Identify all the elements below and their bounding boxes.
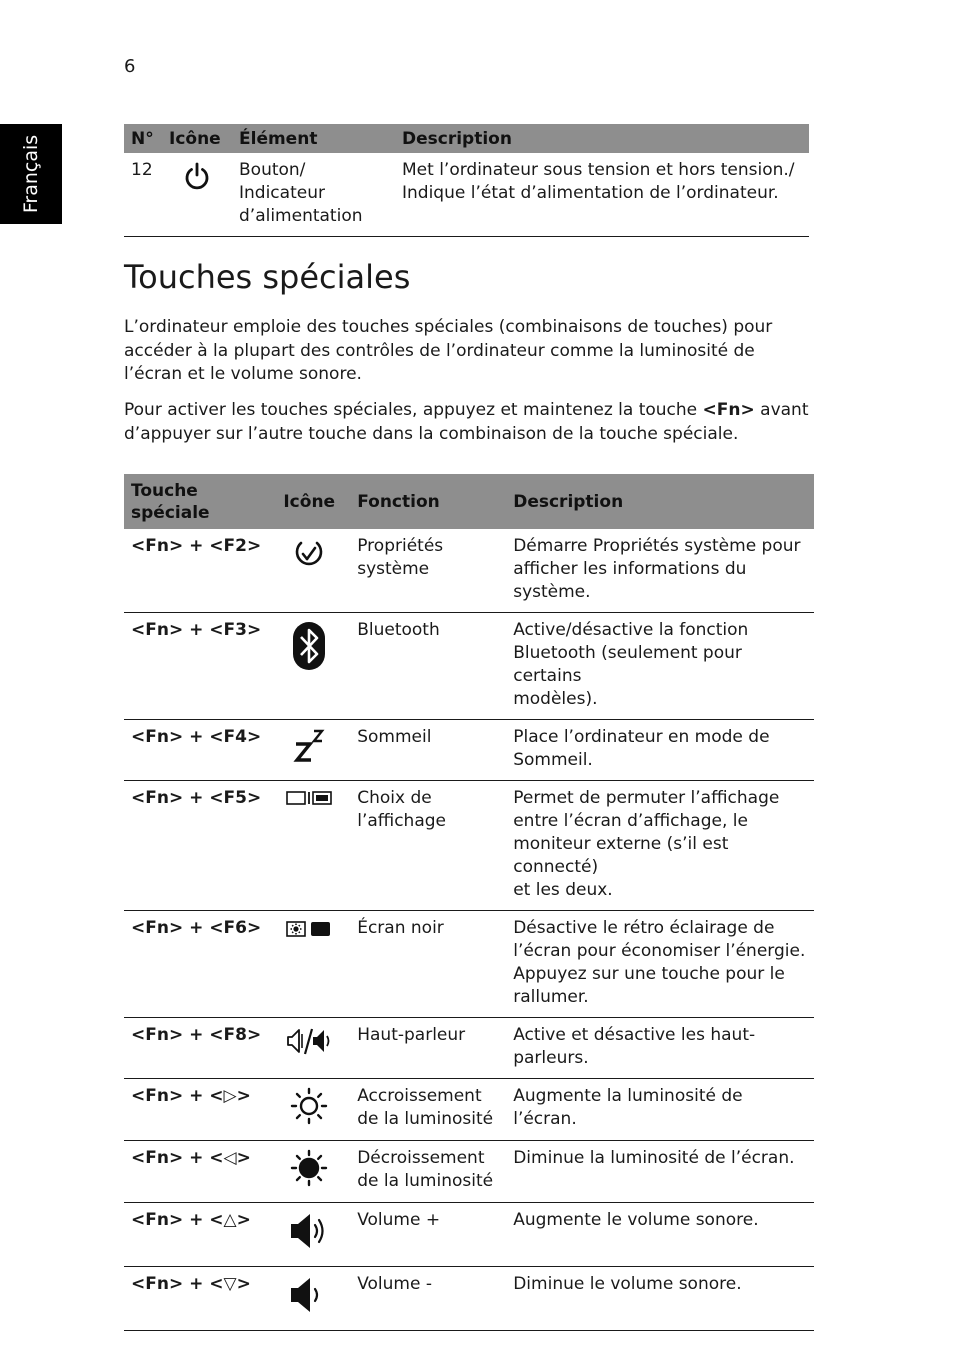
table-row	[124, 1141, 814, 1203]
language-tab-label: Français	[20, 134, 42, 214]
section-title: Touches spéciales	[124, 258, 411, 296]
sleep-icon	[292, 728, 326, 764]
function-cell: Haut-parleur	[350, 1018, 506, 1079]
description-cell: Diminue la luminosité de l’écran.	[506, 1141, 814, 1203]
function-cell: Propriétés système	[350, 529, 506, 613]
table-row	[124, 529, 814, 613]
fn-key-label: <Fn>	[702, 400, 755, 420]
header-icon: Icône	[162, 124, 232, 153]
system-properties-icon	[292, 537, 326, 571]
hotkey-label: <Fn> + <F2>	[124, 529, 268, 613]
brightness-up-icon	[290, 1087, 328, 1125]
function-cell: Volume +	[350, 1203, 506, 1267]
function-cell: Bluetooth	[350, 613, 506, 720]
elements-table	[124, 124, 809, 237]
hotkey-label: <Fn> + <▽>	[124, 1267, 268, 1331]
header-num: N°	[124, 124, 162, 153]
hotkey-label: <Fn> + <▷>	[124, 1079, 268, 1141]
header-function: Fonction	[350, 474, 506, 529]
hotkey-label: <Fn> + <F8>	[124, 1018, 268, 1079]
page-number: 6	[124, 56, 136, 77]
description-cell: Augmente le volume sonore.	[506, 1203, 814, 1267]
power-icon	[182, 161, 212, 191]
row-num: 12	[124, 153, 162, 237]
screen-blank-icon	[285, 919, 333, 939]
description-cell: Désactive le rétro éclairage de l’écran pour économiser l’énergie. Appuyez sur une touche pour le rallumer.	[506, 911, 814, 1018]
header-description: Description	[506, 474, 814, 529]
description-cell: Démarre Propriétés système pour afficher les informations du système.	[506, 529, 814, 613]
instructions-paragraph: Pour activer les touches spéciales, appuyez et maintenez la touche <Fn> avant d’appuyer sur l’autre touche dans la combinaison de la touche spéciale.	[124, 400, 809, 444]
function-cell: Sommeil	[350, 720, 506, 781]
description-cell: Augmente la luminosité de l’écran.	[506, 1079, 814, 1141]
volume-down-icon	[289, 1275, 329, 1315]
row-icon	[162, 153, 232, 237]
function-cell: Écran noir	[350, 911, 506, 1018]
header-description: Description	[395, 124, 809, 153]
hotkeys-table-header	[124, 474, 814, 529]
hotkey-label: <Fn> + <◁>	[124, 1141, 268, 1203]
description-cell: Permet de permuter l’affichage entre l’écran d’affichage, le moniteur externe (s’il est connecté) et les deux.	[506, 781, 814, 911]
brightness-down-icon	[290, 1149, 328, 1187]
table-row	[124, 781, 814, 911]
function-cell: Volume -	[350, 1267, 506, 1331]
table-row	[124, 720, 814, 781]
volume-up-icon	[289, 1211, 329, 1251]
description-cell: Active/désactive la fonction Bluetooth (seulement pour certains modèles).	[506, 613, 814, 720]
hotkey-label: <Fn> + <F3>	[124, 613, 268, 720]
hotkey-label: <Fn> + <F4>	[124, 720, 268, 781]
language-tab	[0, 124, 62, 224]
elements-table-header	[124, 124, 809, 153]
table-row	[124, 911, 814, 1018]
function-cell: Accroissement de la luminosité	[350, 1079, 506, 1141]
hotkey-label: <Fn> + <△>	[124, 1203, 268, 1267]
table-row	[124, 1203, 814, 1267]
table-row	[124, 1018, 814, 1079]
row-element: Bouton/ Indicateur d’alimentation	[232, 153, 395, 237]
hotkeys-table	[124, 474, 814, 1331]
display-toggle-icon	[285, 789, 333, 807]
bluetooth-icon	[292, 621, 326, 671]
table-row	[124, 613, 814, 720]
function-cell: Choix de l’affichage	[350, 781, 506, 911]
hotkey-label: <Fn> + <F6>	[124, 911, 268, 1018]
header-key: Touche spéciale	[124, 474, 268, 529]
intro-paragraph: L’ordinateur emploie des touches spéciales (combinaisons de touches) pour accéder à la plupart des contrôles de l’ordinateur comme la luminosité de l’écran et le volume sonore.	[124, 317, 773, 384]
table-row	[124, 1267, 814, 1331]
speaker-toggle-icon	[285, 1026, 333, 1056]
description-cell: Diminue le volume sonore.	[506, 1267, 814, 1331]
function-cell: Décroissement de la luminosité	[350, 1141, 506, 1203]
table-row	[124, 153, 809, 237]
table-row	[124, 1079, 814, 1141]
row-description: Met l’ordinateur sous tension et hors tension./ Indique l’état d’alimentation de l’ordinateur.	[395, 153, 809, 237]
description-cell: Active et désactive les haut- parleurs.	[506, 1018, 814, 1079]
header-icon: Icône	[268, 474, 350, 529]
hotkey-label: <Fn> + <F5>	[124, 781, 268, 911]
header-element: Élément	[232, 124, 395, 153]
description-cell: Place l’ordinateur en mode de Sommeil.	[506, 720, 814, 781]
